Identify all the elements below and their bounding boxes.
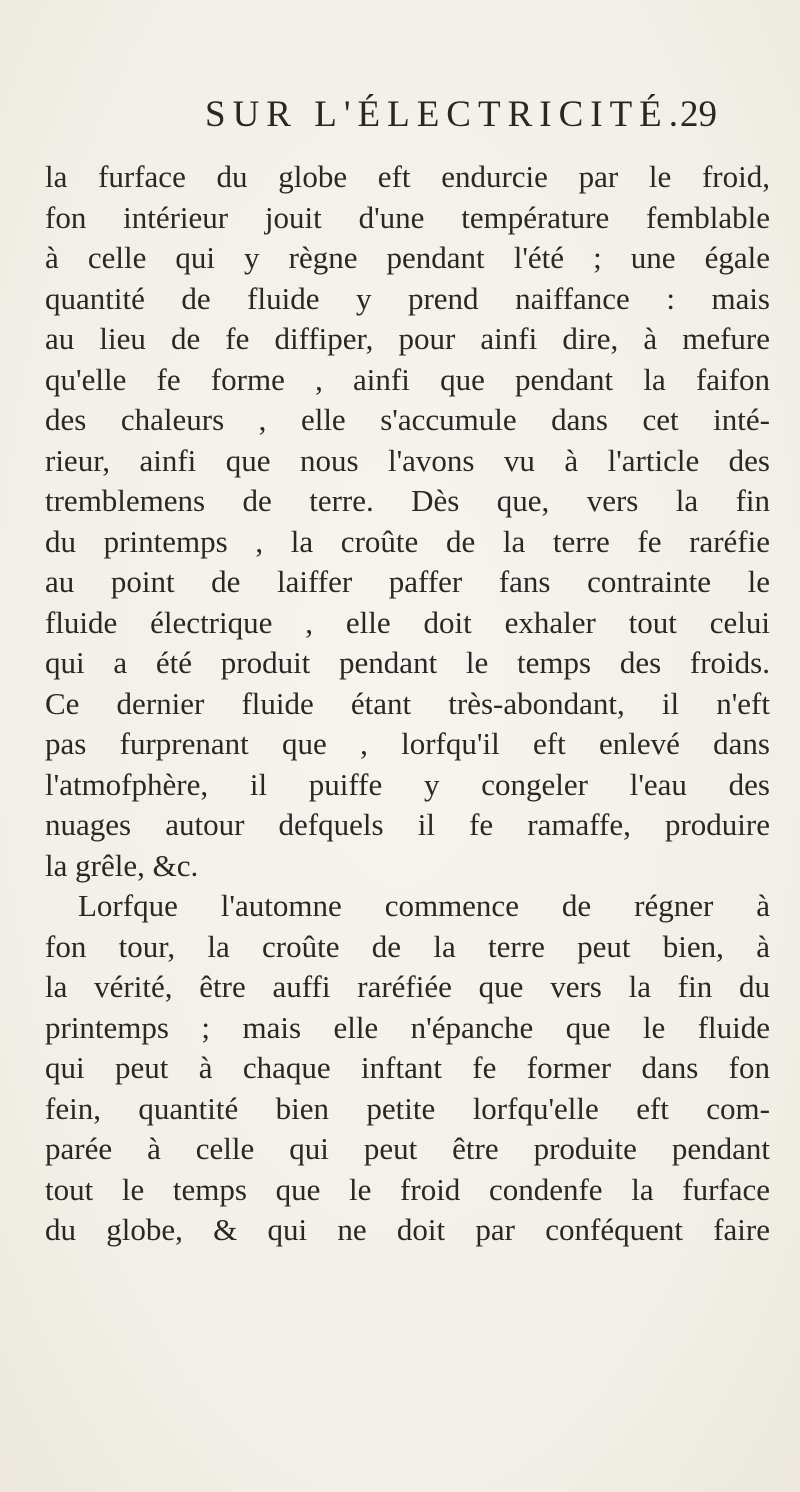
text-line: qui peut à chaque inftant fe former dans fon: [45, 1050, 770, 1085]
text-line: parée à celle qui peut être produite pendant: [45, 1131, 770, 1166]
body-text: [45, 157, 770, 1251]
text-line: qui a été produit pendant le temps des froids.: [45, 645, 770, 680]
text-line: la vérité, être auffi raréfiée que vers la fin du: [45, 969, 770, 1004]
text-line: Lorfque l'automne commence de régner à: [78, 888, 770, 923]
text-line: fon tour, la croûte de la terre peut bien, à: [45, 928, 770, 964]
text-line: du printemps , la croûte de la terre fe raréfie: [45, 523, 770, 559]
text-line: fein, quantité bien petite lorfqu'elle eft com-: [45, 1090, 770, 1126]
text-line: l'atmofphère, il puiffe y congeler l'eau des: [45, 766, 770, 802]
text-line: pas furprenant que , lorfqu'il eft enlevé dans: [45, 726, 770, 761]
text-line: à celle qui y règne pendant l'été ; une égale: [45, 240, 770, 275]
text-line: fon intérieur jouit d'une température femblable: [45, 199, 770, 235]
page-number: 29: [680, 94, 717, 135]
text-line: du globe, & qui ne doit par conféquent faire: [45, 1212, 770, 1247]
text-line: quantité de fluide y prend naiffance : mais: [45, 280, 770, 316]
text-line: rieur, ainfi que nous l'avons vu à l'article des: [45, 442, 770, 478]
text-line: la furface du globe eft endurcie par le froid,: [45, 159, 770, 194]
text-line: tout le temps que le froid condenfe la furface: [45, 1171, 770, 1207]
text-line: nuages autour defquels il fe ramaffe, produire: [45, 807, 770, 842]
running-head-title: SUR L'ÉLECTRICITÉ.: [205, 94, 686, 135]
text-line: au point de laiffer paffer fans contrainte le: [45, 564, 770, 599]
text-line: printemps ; mais elle n'épanche que le fluide: [45, 1009, 770, 1045]
text-line: fluide électrique , elle doit exhaler tout celui: [45, 604, 770, 640]
text-line: Ce dernier fluide étant très-abondant, il n'eft: [45, 685, 770, 721]
text-line: la grêle, &c.: [45, 847, 199, 883]
running-head: [0, 90, 800, 140]
text-line: des chaleurs , elle s'accumule dans cet inté-: [45, 402, 770, 437]
text-line: tremblemens de terre. Dès que, vers la fin: [45, 483, 770, 518]
text-line: au lieu de fe diffiper, pour ainfi dire, à mefure: [45, 321, 770, 356]
text-line: qu'elle fe forme , ainfi que pendant la faifon: [45, 361, 770, 397]
